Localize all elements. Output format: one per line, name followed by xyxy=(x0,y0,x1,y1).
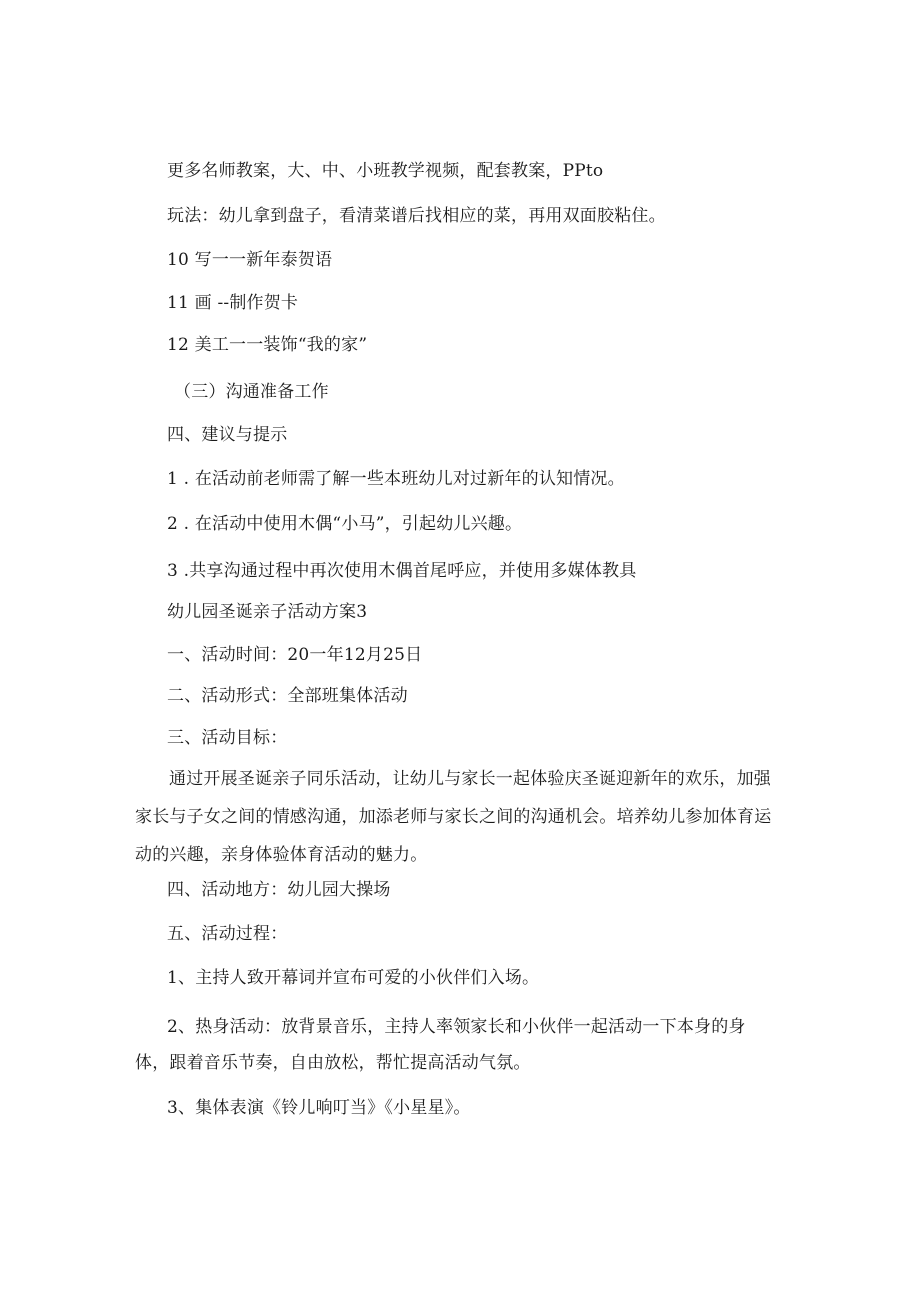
list-item: 1 . 在活动前老师需了解一些本班幼儿对过新年的认知情况。 xyxy=(167,469,625,489)
section-heading: 四、建议与提示 xyxy=(167,425,288,445)
section-heading: 二、活动形式：全部班集体活动 xyxy=(167,686,408,706)
list-item: 3 .共享沟通过程中再次使用木偶首尾呼应，并使用多媒体教具 xyxy=(167,561,637,581)
section-heading: 一、活动时间：20一年12月25日 xyxy=(167,645,423,665)
list-item-continuation: 体，跟着音乐节奏，自由放松，帮忙提高活动气氛。 xyxy=(135,1053,531,1073)
text-line: 玩法：幼儿拿到盘子，看清菜谱后找相应的菜，再用双面胶粘住。 xyxy=(167,206,666,226)
section-heading: 五、活动过程： xyxy=(167,924,288,944)
text-line: 11 画 --制作贺卡 xyxy=(167,293,299,313)
goal-paragraph: 通过开展圣诞亲子同乐活动，让幼儿与家长一起体验庆圣诞迎新年的欢乐，加强家长与子女之间的情感沟通，加添老师与家长之间的沟通机会。培养幼儿参加体育运动的兴趣，亲身体验体育活动的魅力。 xyxy=(135,769,772,865)
text-line: 12 美工一一装饰“我的家” xyxy=(167,335,368,355)
list-item: 1、主持人致开幕词并宣布可爱的小伙伴们入场。 xyxy=(167,968,540,988)
list-item: 2、热身活动：放背景音乐，主持人率领家长和小伙伴一起活动一下本身的身 xyxy=(167,1017,746,1037)
list-item: 2 . 在活动中使用木偶“小马”，引起幼儿兴趣。 xyxy=(167,514,523,534)
text-line: 10 写一一新年泰贺语 xyxy=(167,250,333,270)
document-subtitle: 幼儿园圣诞亲子活动方案3 xyxy=(167,602,368,622)
text-line: 更多名师教案，大、中、小班教学视频，配套教案，PPto xyxy=(167,161,604,181)
list-item: 3、集体表演《铃儿响叮当》《小星星》。 xyxy=(167,1098,471,1118)
section-heading: 三、活动目标： xyxy=(167,728,288,748)
section-heading: 四、活动地方：幼儿园大操场 xyxy=(167,880,391,900)
section-heading: （三）沟通准备工作 xyxy=(174,382,329,402)
